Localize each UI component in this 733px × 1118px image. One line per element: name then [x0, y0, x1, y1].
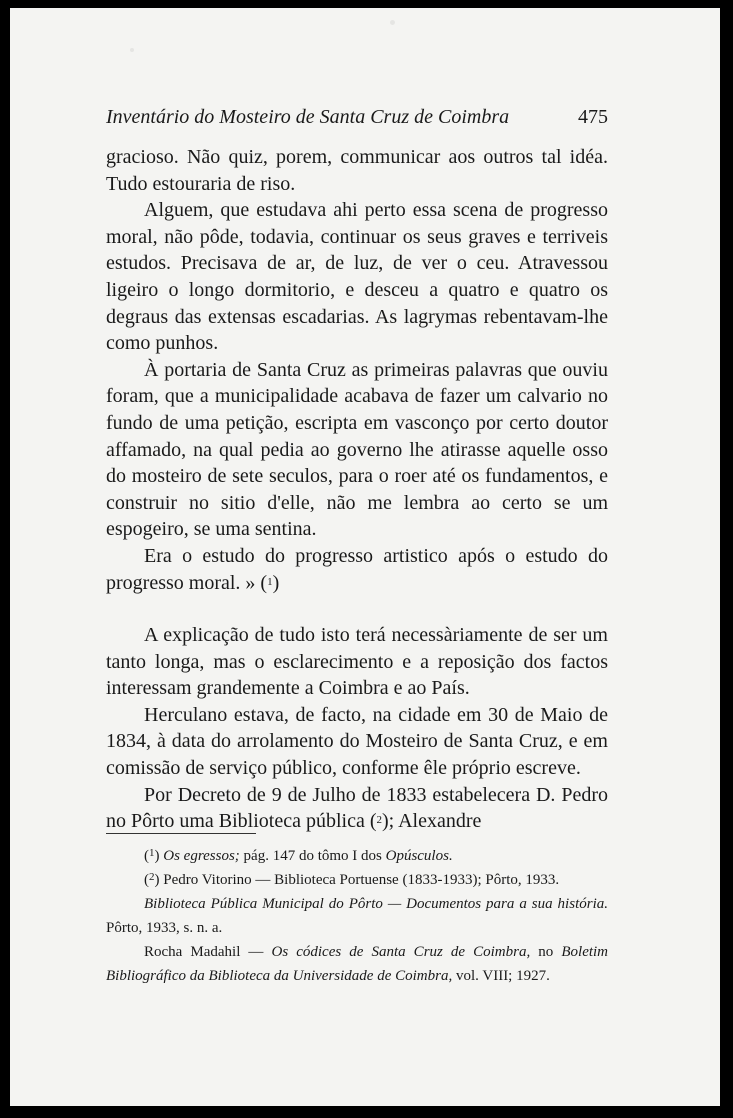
paragraph-text: Era o estudo do progresso artistico após o estudo do progresso moral. » ( — [106, 544, 608, 594]
footnote-rule — [106, 833, 256, 834]
paragraph-text: Por Decreto de 9 de Julho de 1833 estabelecera D. Pedro no Pôrto uma Biblioteca pública ( — [106, 783, 608, 833]
paragraph: Herculano estava, de facto, na cidade em 30 de Maio de 1834, à data do arrolamento do Mosteiro de Santa Cruz, e em comissão de serviço público, conforme êle próprio escreve. — [106, 703, 608, 780]
footnote-ref: 2 — [376, 814, 382, 827]
paragraph: A explicação de tudo isto terá necessàriamente de ser um tanto longa, mas o esclarecimento e a reposição dos factos interessam grandemente a Coimbra e ao País. — [106, 624, 608, 700]
section-break — [106, 596, 608, 622]
speck-mark — [130, 48, 134, 52]
footnote-text: Pedro Vitorino — Biblioteca Portuense (1833-1933); Pôrto, 1933. — [159, 872, 560, 888]
footnote-text: pág. 147 do tômo I dos — [239, 848, 386, 864]
running-header — [106, 104, 608, 130]
footnote-2: ($^2$) Pedro Vitorino — Biblioteca Portuense (1833-1933); Pôrto, 1933. — [144, 871, 560, 888]
footnote-1: ($^1$) Os egressos; pág. 147 do tômo I dos Opúsculos. — [144, 847, 453, 864]
footnote-journal: Boletim Bibliográfico da Biblioteca da Universidade de Coimbra, — [106, 944, 609, 984]
paragraph: À portaria de Santa Cruz as primeiras palavras que ouviu foram, que a municipalidade acabava de fazer um calvario no fundo de uma petição, escripta em vasconço por certo doutor affamado, na qual pedia ao governo lhe atirasse aquelle osso do mosteiro de sete seculos, para o roer até os fundamentos, e construir no sitio d'elle, não me lembra ao certo se um espogeiro, se uma sentina. — [106, 358, 608, 541]
footnote-title: Os egressos; — [163, 848, 240, 864]
speck-mark — [390, 20, 395, 25]
footnote-marker: 1 — [149, 847, 155, 859]
paragraph-text: ) — [272, 571, 280, 594]
page-number: 475 — [578, 106, 608, 128]
running-title: Inventário do Mosteiro de Santa Cruz de Coimbra — [106, 106, 510, 128]
footnote-3 — [106, 940, 608, 988]
footnote-text: no — [530, 944, 562, 960]
footnote-text: Pôrto, 1933, s. n. a. — [106, 920, 223, 936]
footnote-2-cont — [106, 892, 608, 940]
paragraph: gracioso. Não quiz, porem, communicar aos outros tal idéa. Tudo estouraria de riso. — [106, 146, 608, 195]
paragraph-text: ); Alexandre — [382, 810, 482, 833]
footnote-ref: 1 — [267, 575, 273, 588]
paragraph — [106, 782, 608, 835]
paragraph: Alguem, que estudava ahi perto essa scena de progresso moral, não pôde, todavia, continuar os seus graves e terriveis estudos. Precisava de ar, de luz, de ver o ceu. Atravessou ligeiro o longo dormitorio, e desceu a quatro e quatro os degraus das extensas escadarias. As lagrymas rebentavam-lhe como punhos. — [106, 199, 608, 355]
footnote-title: Biblioteca Pública Municipal do Pôrto — Documentos para a sua história. — [144, 896, 608, 912]
footnote-marker: 2 — [149, 871, 155, 883]
footnotes — [106, 844, 608, 988]
paragraph — [106, 543, 608, 596]
main-text — [106, 144, 608, 835]
book-page — [10, 8, 720, 1106]
footnote-author: Rocha Madahil — — [144, 944, 272, 960]
footnote-title: Os códices de Santa Cruz de Coimbra, — [271, 944, 531, 960]
footnote-text: vol. VIII; 1927. — [452, 968, 550, 984]
footnote-work: Opúsculos. — [385, 848, 453, 864]
